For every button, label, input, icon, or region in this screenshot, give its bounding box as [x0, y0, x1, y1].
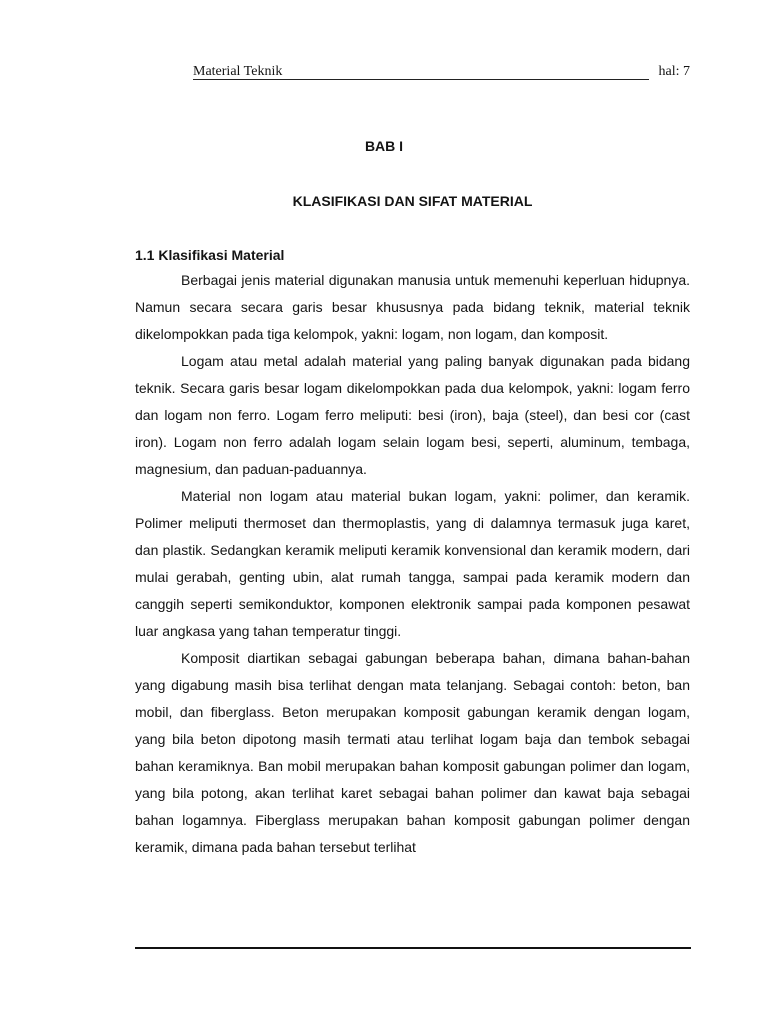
- section-body: [135, 267, 690, 861]
- section-heading: 1.1 Klasifikasi Material: [135, 247, 285, 263]
- page-number: hal: 7: [658, 64, 690, 79]
- running-header: [193, 63, 690, 83]
- paragraph: Berbagai jenis material digunakan manusia untuk memenuhi keperluan hidupnya. Namun secara secara garis besar khususnya pada bidang teknik, material teknik dikelompokkan pada tiga kelompok, yakni: logam, non logam, dan komposit.: [135, 272, 690, 342]
- header-title: Material Teknik: [193, 63, 499, 80]
- chapter-number: BAB I: [364, 138, 404, 154]
- footer-rule: [135, 947, 691, 949]
- paragraph: Komposit diartikan sebagai gabungan beberapa bahan, dimana bahan-bahan yang digabung masih bisa terlihat dengan mata telanjang. Sebagai contoh: beton, ban mobil, dan fiberglass. Beton merupakan komposit gabungan keramik dengan logam, yang bila beton dipotong masih termati atau terlihat logam baja dan tembok sebagai bahan keramiknya. Ban mobil merupakan bahan komposit gabungan polimer dan logam, yang bila potong, akan terlihat karet sebagai bahan polimer dan kawat baja sebagai bahan logamnya. Fiberglass merupakan bahan komposit gabungan polimer dengan keramik, dimana pada bahan tersebut terlihat: [135, 650, 690, 855]
- chapter-title: KLASIFIKASI DAN SIFAT MATERIAL: [292, 193, 533, 209]
- header-rule: [499, 79, 649, 80]
- paragraph: Material non logam atau material bukan logam, yakni: polimer, dan keramik. Polimer meliputi thermoset dan thermoplastis, yang di dalamnya termasuk juga karet, dan plastik. Sedangkan keramik meliputi keramik konvensional dan keramik modern, dari mulai gerabah, genting ubin, alat rumah tangga, sampai pada keramik modern dan canggih seperti semikonduktor, komponen elektronik sampai pada komponen pesawat luar angkasa yang tahan temperatur tinggi.: [135, 488, 690, 639]
- paragraph: Logam atau metal adalah material yang paling banyak digunakan pada bidang teknik. Secara garis besar logam dikelompokkan pada dua kelompok, yakni: logam ferro dan logam non ferro. Logam ferro meliputi: besi (iron), baja (steel), dan besi cor (cast iron). Logam non ferro adalah logam selain logam besi, seperti, aluminum, tembaga, magnesium, dan paduan-paduannya.: [135, 353, 690, 477]
